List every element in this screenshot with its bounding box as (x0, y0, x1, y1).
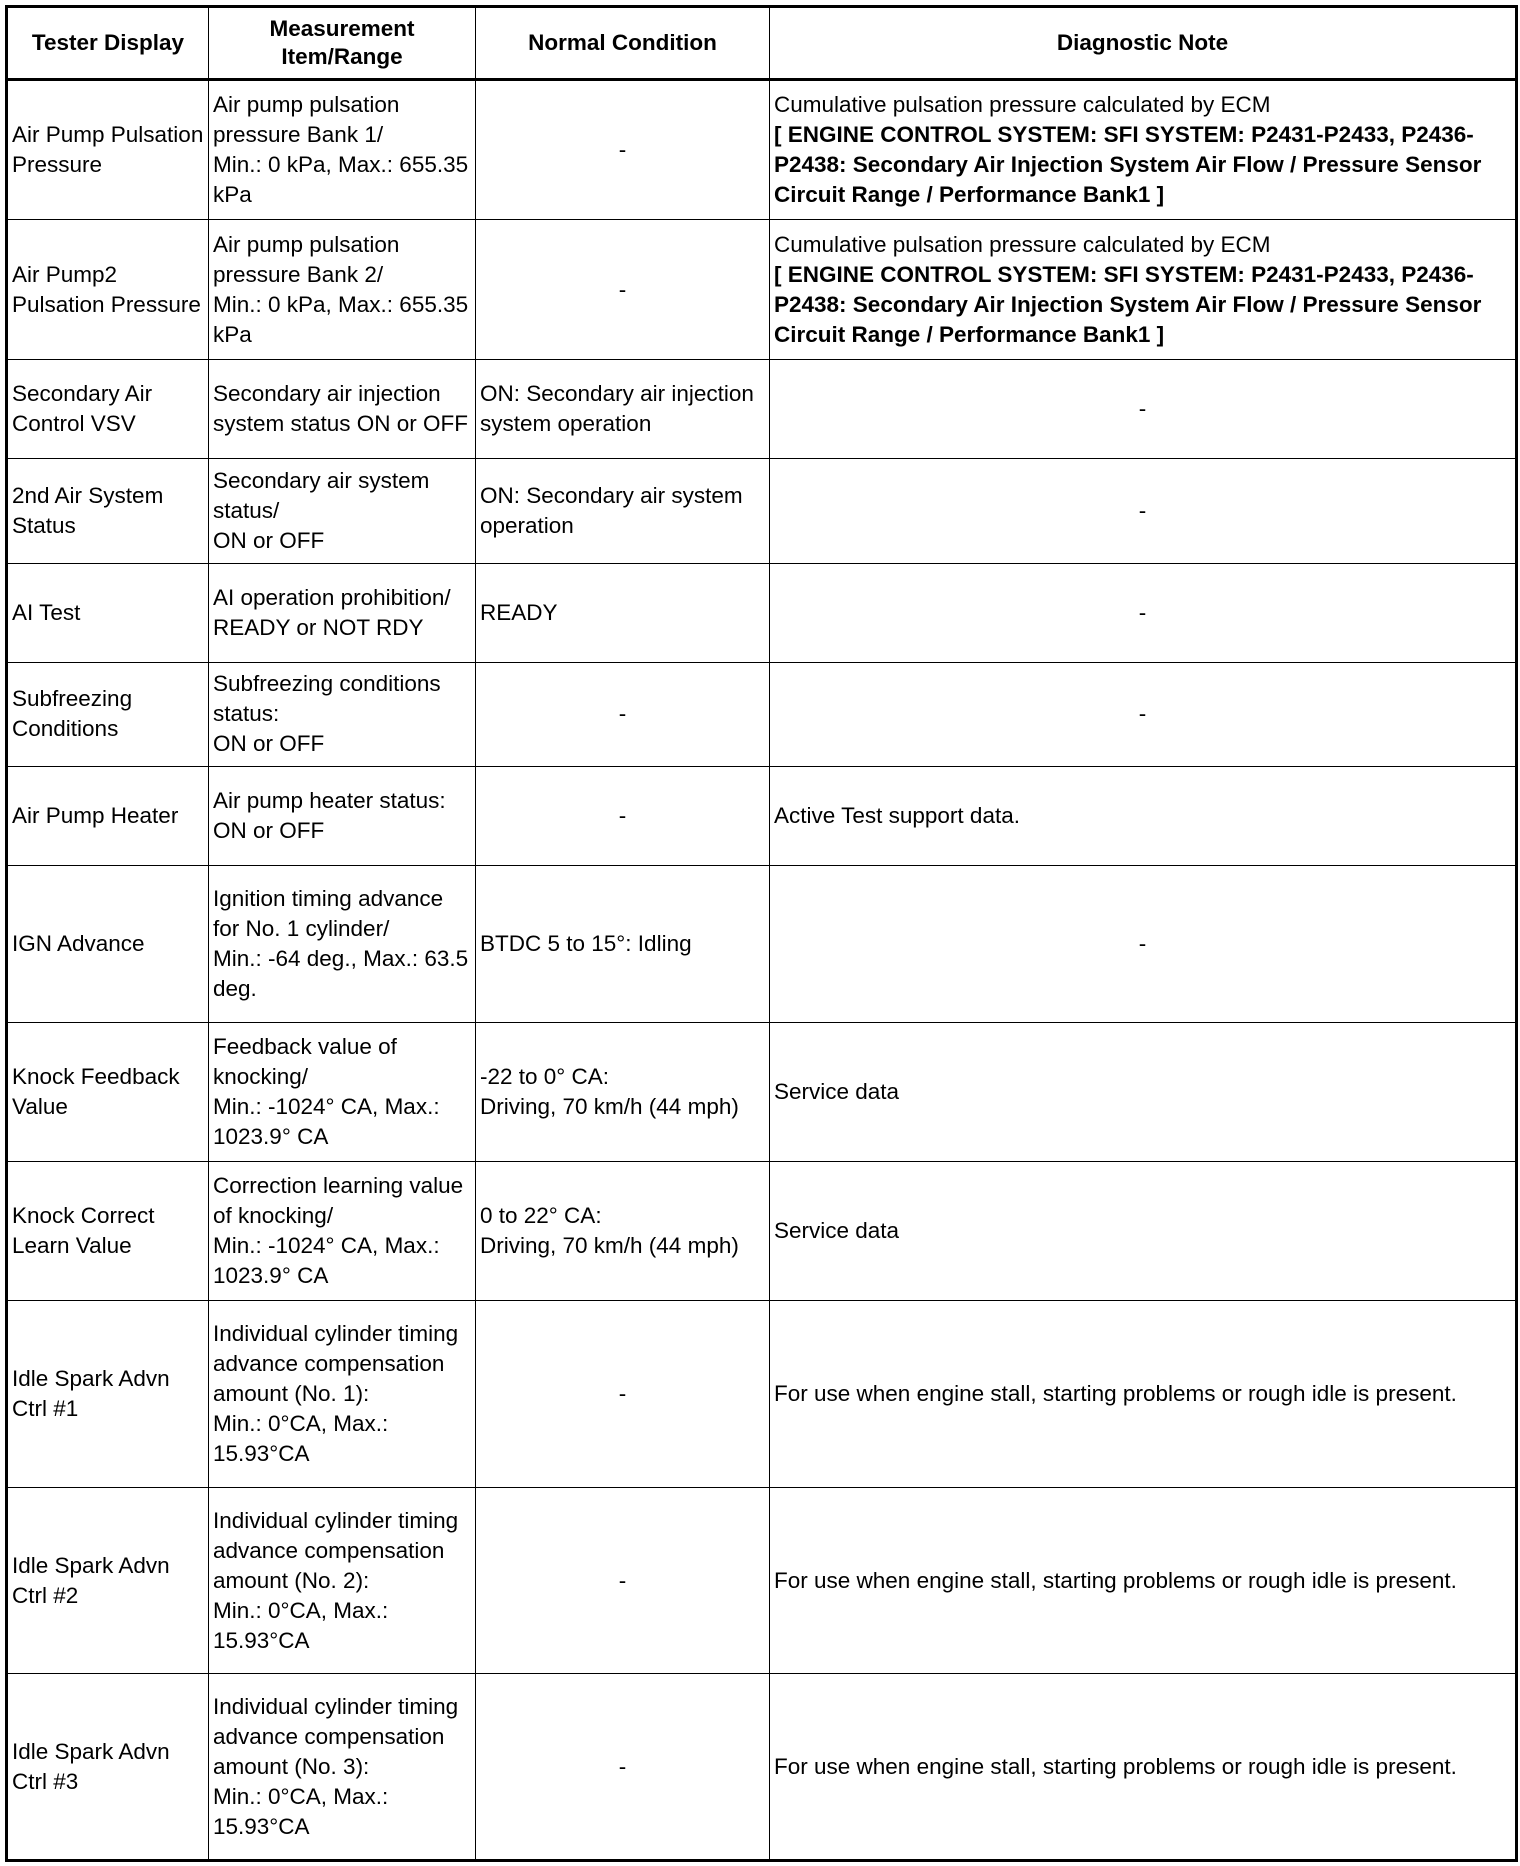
diagnostic-note-text: - (1138, 395, 1147, 421)
table-row (7, 458, 1517, 563)
cell-diagnostic-note (770, 563, 1517, 662)
cell-normal-condition: 0 to 22° CA: Driving, 70 km/h (44 mph) (476, 1162, 770, 1301)
cell-diagnostic-note (770, 359, 1517, 458)
cell-normal-condition: BTDC 5 to 15°: Idling (476, 866, 770, 1023)
cell-diagnostic-note (770, 1162, 1517, 1301)
cell-measurement-range: Correction learning value of knocking/ Min.: -1024° CA, Max.: 1023.9° CA (209, 1162, 476, 1301)
cell-normal-condition: ON: Secondary air system operation (476, 458, 770, 563)
cell-tester-display: Idle Spark Advn Ctrl #1 (7, 1301, 209, 1488)
diagnostic-note-text: - (1138, 931, 1147, 957)
cell-measurement-range: Secondary air system status/ ON or OFF (209, 458, 476, 563)
cell-tester-display: Subfreezing Conditions (7, 662, 209, 767)
cell-measurement-range: Subfreezing conditions status: ON or OFF (209, 662, 476, 767)
table-row (7, 563, 1517, 662)
cell-normal-condition: - (476, 767, 770, 866)
diagnostic-note-text: - (1138, 701, 1147, 727)
header-tester-display: Tester Display (7, 7, 209, 80)
cell-normal-condition: - (476, 80, 770, 220)
table-row (7, 359, 1517, 458)
cell-diagnostic-note (770, 1674, 1517, 1861)
cell-tester-display: AI Test (7, 563, 209, 662)
table-row (7, 662, 1517, 767)
header-measurement-item-range: Measurement Item/Range (209, 7, 476, 80)
cell-tester-display: Air Pump Heater (7, 767, 209, 866)
cell-normal-condition: -22 to 0° CA: Driving, 70 km/h (44 mph) (476, 1022, 770, 1161)
diagnostic-note-text: Service data (774, 1218, 900, 1244)
cell-normal-condition: - (476, 1487, 770, 1674)
cell-measurement-range: Individual cylinder timing advance compensation amount (No. 2): Min.: 0°CA, Max.: 15.93°CA (209, 1487, 476, 1674)
cell-normal-condition: - (476, 220, 770, 359)
cell-measurement-range: AI operation prohibition/ READY or NOT RDY (209, 563, 476, 662)
table-row (7, 1022, 1517, 1161)
cell-normal-condition: READY (476, 563, 770, 662)
table-row (7, 866, 1517, 1023)
cell-tester-display: Air Pump2 Pulsation Pressure (7, 220, 209, 359)
cell-tester-display: 2nd Air System Status (7, 458, 209, 563)
cell-diagnostic-note (770, 866, 1517, 1023)
cell-measurement-range: Air pump heater status: ON or OFF (209, 767, 476, 866)
diagnostic-note-text: - (1138, 497, 1147, 523)
table-body (7, 80, 1517, 1861)
cell-normal-condition: - (476, 662, 770, 767)
table-row (7, 220, 1517, 359)
diagnostic-note-text: Active Test support data. (774, 803, 1020, 829)
table-row (7, 1487, 1517, 1674)
cell-tester-display: Air Pump Pulsation Pressure (7, 80, 209, 220)
cell-diagnostic-note (770, 1487, 1517, 1674)
cell-measurement-range: Air pump pulsation pressure Bank 2/ Min.: 0 kPa, Max.: 655.35 kPa (209, 220, 476, 359)
table-row (7, 1162, 1517, 1301)
data-list-table (5, 5, 1518, 1862)
cell-measurement-range: Feedback value of knocking/ Min.: -1024° CA, Max.: 1023.9° CA (209, 1022, 476, 1161)
cell-tester-display: IGN Advance (7, 866, 209, 1023)
diagnostic-note-text: Cumulative pulsation pressure calculated by ECM (774, 231, 1271, 257)
cell-diagnostic-note (770, 662, 1517, 767)
cell-measurement-range: Individual cylinder timing advance compensation amount (No. 1): Min.: 0°CA, Max.: 15.93°CA (209, 1301, 476, 1488)
diagnostic-note-reference: [ ENGINE CONTROL SYSTEM: SFI SYSTEM: P2431-P2433, P2436-P2438: Secondary Air Injection System Air Flow / Pressure Sensor Circuit Range / Performance Bank1 ] (774, 122, 1482, 208)
table-row (7, 80, 1517, 220)
diagnostic-note-text: Service data (774, 1078, 900, 1104)
cell-measurement-range: Individual cylinder timing advance compensation amount (No. 3): Min.: 0°CA, Max.: 15.93°CA (209, 1674, 476, 1861)
diagnostic-note-text: For use when engine stall, starting problems or rough idle is present. (774, 1753, 1457, 1779)
cell-normal-condition: - (476, 1674, 770, 1861)
cell-tester-display: Idle Spark Advn Ctrl #2 (7, 1487, 209, 1674)
cell-normal-condition: ON: Secondary air injection system operation (476, 359, 770, 458)
header-normal-condition: Normal Condition (476, 7, 770, 80)
cell-diagnostic-note (770, 80, 1517, 220)
cell-measurement-range: Ignition timing advance for No. 1 cylinder/ Min.: -64 deg., Max.: 63.5 deg. (209, 866, 476, 1023)
table-header (7, 7, 1517, 80)
cell-diagnostic-note (770, 767, 1517, 866)
cell-measurement-range: Secondary air injection system status ON or OFF (209, 359, 476, 458)
cell-tester-display: Knock Correct Learn Value (7, 1162, 209, 1301)
diagnostic-note-text: For use when engine stall, starting problems or rough idle is present. (774, 1567, 1457, 1593)
header-diagnostic-note: Diagnostic Note (770, 7, 1517, 80)
cell-tester-display: Idle Spark Advn Ctrl #3 (7, 1674, 209, 1861)
cell-normal-condition: - (476, 1301, 770, 1488)
cell-tester-display: Knock Feedback Value (7, 1022, 209, 1161)
diagnostic-note-text: - (1138, 599, 1147, 625)
cell-diagnostic-note (770, 458, 1517, 563)
cell-tester-display: Secondary Air Control VSV (7, 359, 209, 458)
table-row (7, 1674, 1517, 1861)
table-row (7, 767, 1517, 866)
diagnostic-note-reference: [ ENGINE CONTROL SYSTEM: SFI SYSTEM: P2431-P2433, P2436-P2438: Secondary Air Injection System Air Flow / Pressure Sensor Circuit Range / Performance Bank1 ] (774, 261, 1482, 347)
cell-diagnostic-note (770, 1022, 1517, 1161)
diagnostic-note-text: Cumulative pulsation pressure calculated by ECM (774, 92, 1271, 118)
cell-measurement-range: Air pump pulsation pressure Bank 1/ Min.: 0 kPa, Max.: 655.35 kPa (209, 80, 476, 220)
table-row (7, 1301, 1517, 1488)
header-row (7, 7, 1517, 80)
cell-diagnostic-note (770, 1301, 1517, 1488)
diagnostic-note-text: For use when engine stall, starting problems or rough idle is present. (774, 1381, 1457, 1407)
cell-diagnostic-note (770, 220, 1517, 359)
